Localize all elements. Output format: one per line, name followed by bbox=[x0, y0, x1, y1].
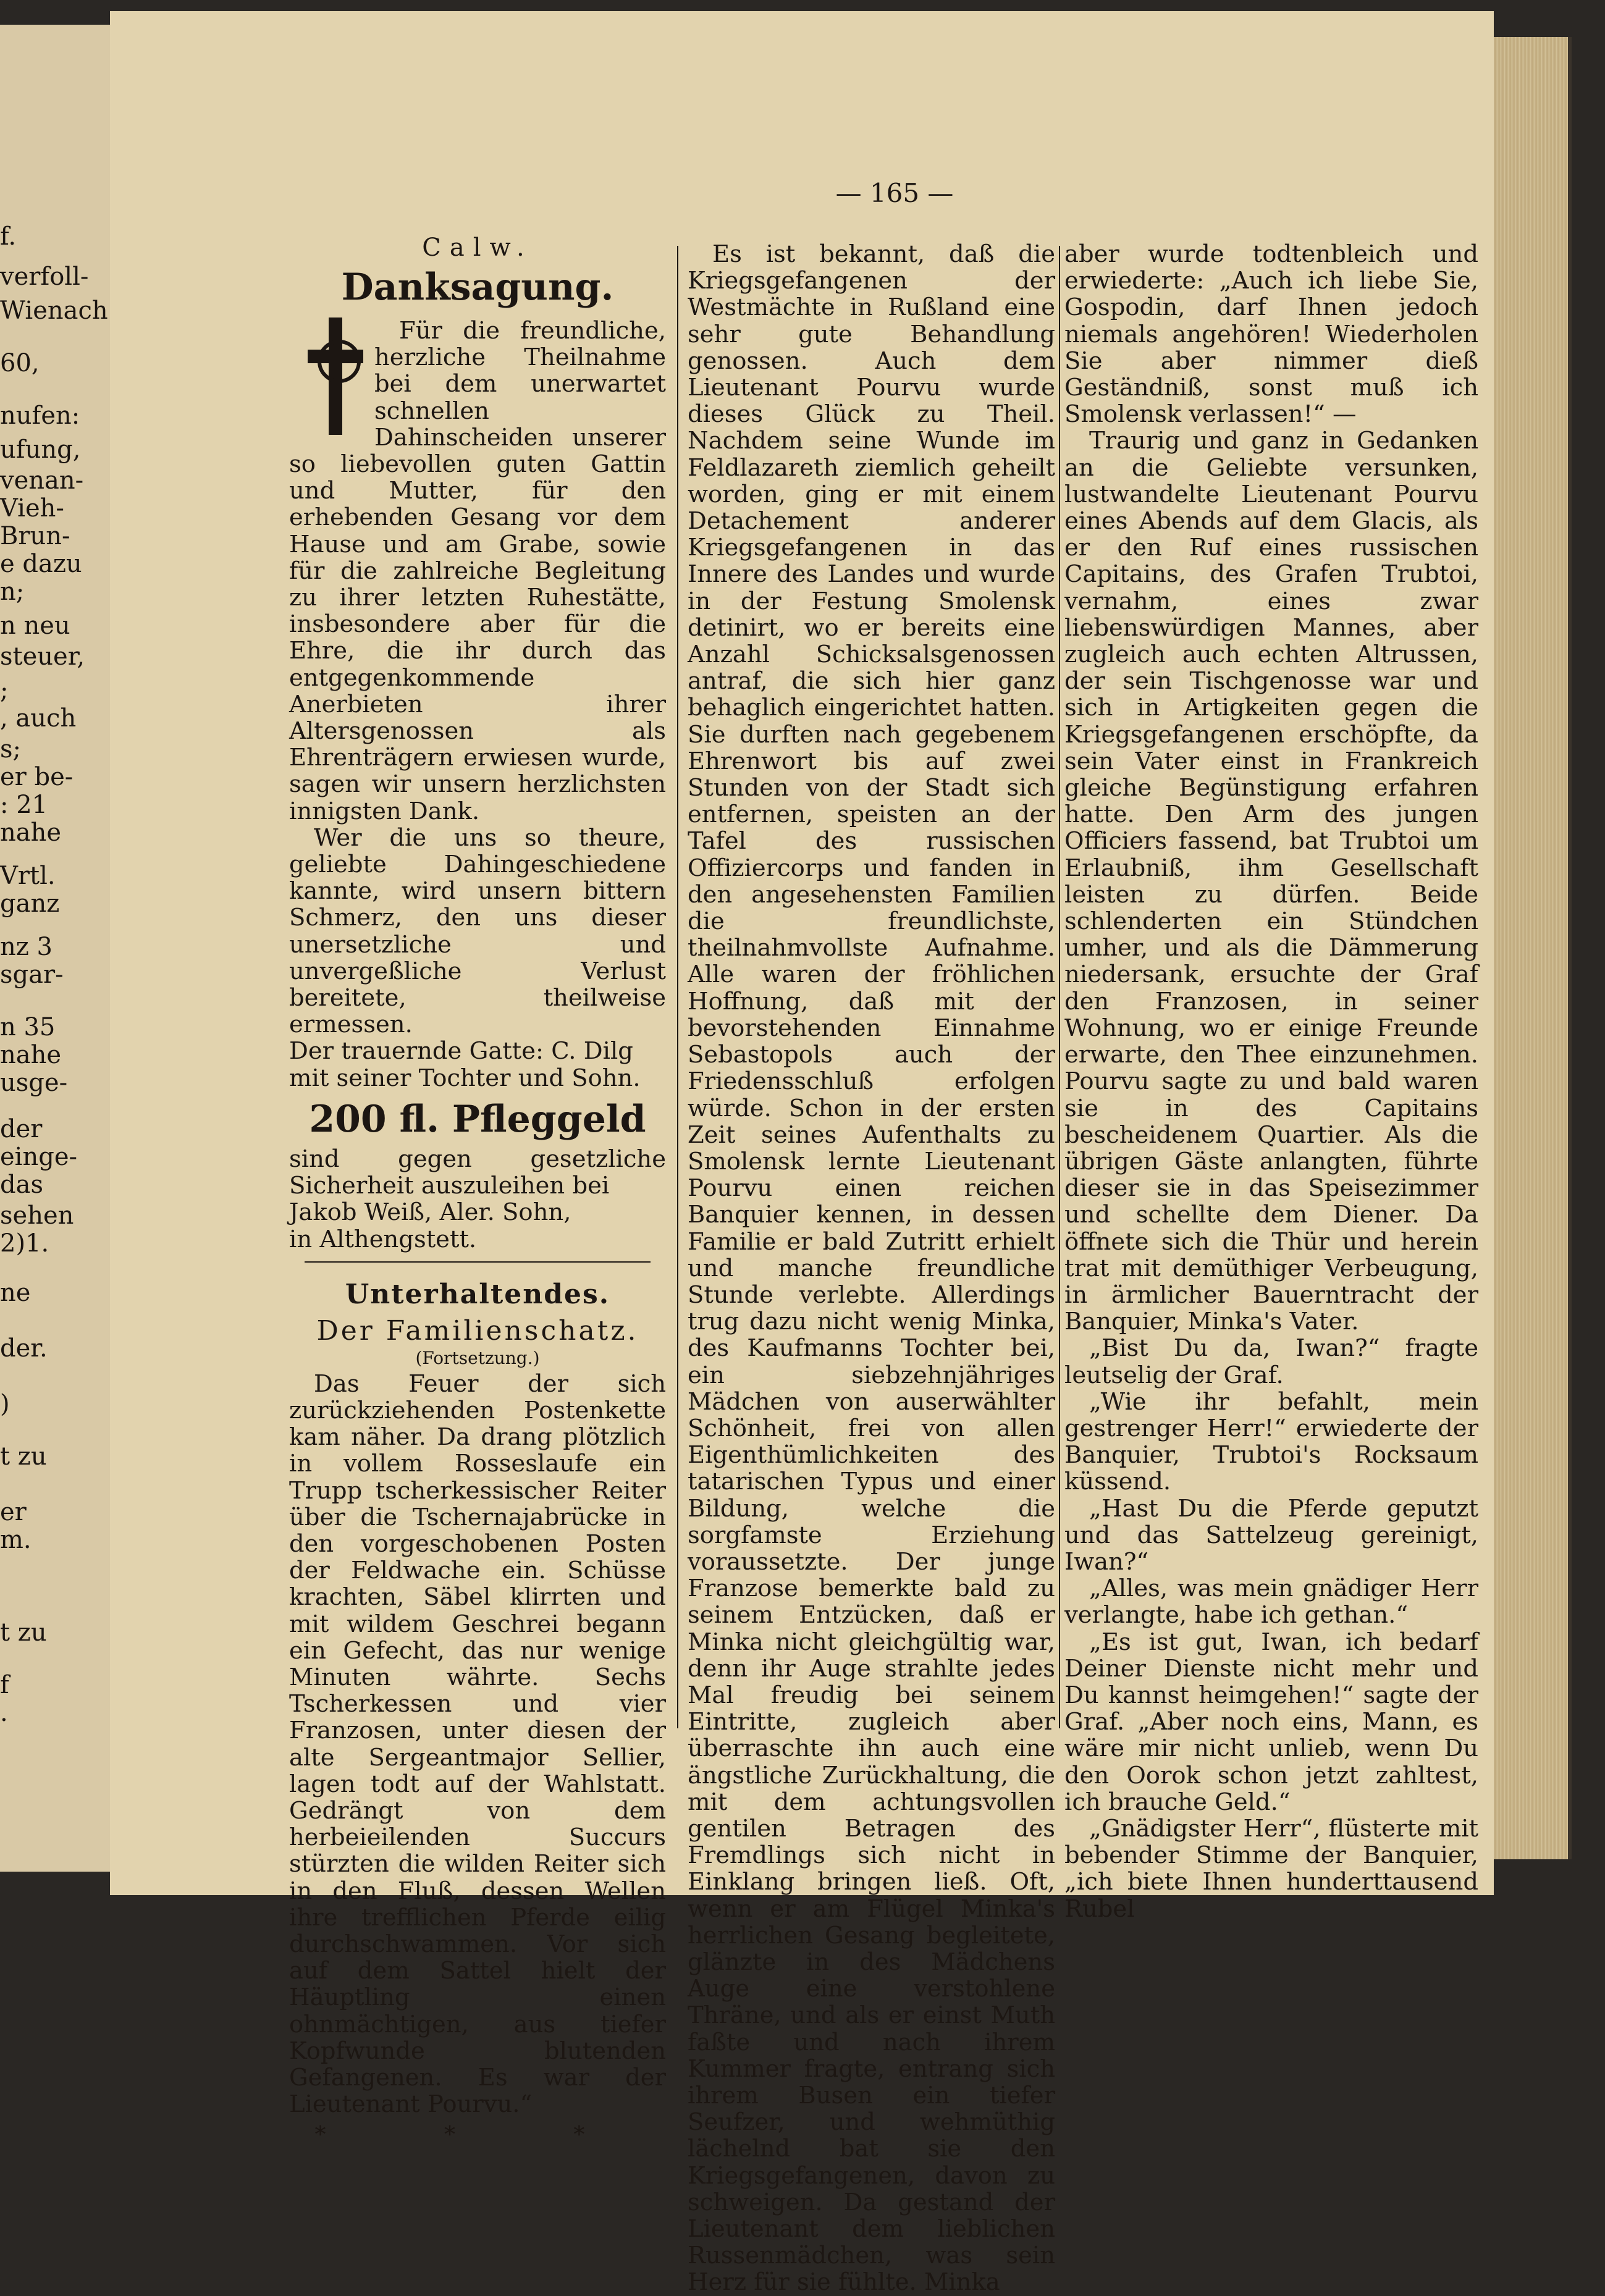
story-paragraph: „Gnädigster Herr“, flüsterte mit bebender Stimme der Banquier, „ich biete Ihnen hunderttausend Rubel bbox=[1064, 1814, 1478, 1923]
column-divider bbox=[677, 246, 678, 1728]
left-page-fragment: n; bbox=[0, 578, 25, 606]
notice-place: Calw. bbox=[422, 233, 533, 262]
page-number: — 165 — bbox=[835, 178, 954, 208]
left-page-fragment: er bbox=[0, 1498, 27, 1526]
divider bbox=[305, 1261, 651, 1263]
left-page-fragment: Vrtl. bbox=[0, 862, 56, 890]
notice-heading: Danksagung. bbox=[341, 266, 614, 309]
left-page-fragment: , auch bbox=[0, 704, 77, 733]
story-paragraph: Es ist bekannt, daß die Kriegsgefangenen der Westmächte in Rußland eine sehr gute Behandlung genossen. Auch dem Lieutenant Pourvu wurde dieses Glück zu Theil. Nachdem seine Wunde im Feldlazareth ziemlich geheilt worden, ging er mit einem Detachement anderer Kriegsgefangenen in das Innere des Landes und wurde in der Festung Smolensk detinirt, wo er bereits eine Anzahl Schicksalsgenossen antraf, die sich hier ganz behaglich eingerichtet hatten. Sie durften nach gegebenem Ehrenwort bis auf zwei Stunden von der Stadt sich entfernen, speisten an der Tafel des russischen Offiziercorps und fanden in den angesehensten Familien die freundlichste, theilnahmvollste Aufnahme. Alle waren der fröhlichen Hoffnung, daß mit der bevorstehenden Einnahme Sebastopols auch der Friedensschluß erfolgen würde. Schon in der ersten Zeit seines Aufenthalts zu Smolensk lernte Lieutenant Pourvu einen reichen Banquier kennen, in dessen Familie er bald Zutritt erhielt und manche freundliche Stunde verlebte. Allerdings trug dazu nicht wenig Minka, des Kaufmanns Tochter bei, ein siebzehnjähriges Mädchen von auserwählter Schönheit, frei von allen Eigenthümlichkeiten des tatarischen Typus und einer Bildung, welche die sorgfamste Erziehung voraussetzte. Der junge Franzose bemerkte bald zu seinem Entzücken, daß er Minka nicht gleichgültig war, denn ihr Auge strahlte jedes Mal freudig bei seinem Eintritte, zugleich aber überraschte ihn auch eine ängstliche Zurückhaltung, die mit dem achtungsvollen gentilen Betragen des Fremdlings sich nicht in Einklang bringen ließ. Oft, wenn er am Flügel Minka's herrlichen Gesang begleitete, glänzte in des Mädchens Auge eine verstohlene Thräne, und als er einst Muth faßte und nach ihrem Kummer fragte, entrang sich ihrem Busen ein tiefer Seufzer, und wehmüthig lächelnd bat sie den Kriegsgefangenen, davon zu schweigen. Da gestand der Lieutenant dem lieblichen Russenmädchen, was sein Herz für sie fühlte. Minka bbox=[688, 240, 1055, 2296]
left-page-fragment: s; bbox=[0, 735, 22, 763]
left-page-fragment: f bbox=[0, 1671, 9, 1699]
left-page-fragment: Wienach bbox=[0, 296, 108, 325]
ad-signature: Jakob Weiß, Aler. Sohn, bbox=[289, 1198, 571, 1227]
left-page-fragment: ; bbox=[0, 676, 9, 705]
left-page-fragment: einge- bbox=[0, 1143, 78, 1171]
left-page-fragment: e dazu bbox=[0, 550, 82, 578]
left-page-margin bbox=[0, 25, 112, 1872]
notice-paragraph: Wer die uns so theure, geliebte Dahingeschiedene kannte, wird unsern bittern Schmerz, den uns dieser unersetzliche und unvergeßliche Verlust bereitete, theilweise ermessen. bbox=[289, 823, 666, 1039]
left-page-fragment: verfoll- bbox=[0, 263, 89, 291]
left-page-fragment: : 21 bbox=[0, 791, 48, 819]
story-paragraph: Traurig und ganz in Gedanken an die Geliebte versunken, lustwandelte Lieutenant Pourvu eines Abends auf dem Glacis, als er den Ruf eines russischen Capitains, des Grafen Trubtoi, vernahm, eines zwar liebenswürdigen Mannes, aber zugleich auch echten Altrussen, der sein Tischgenosse war und sich in Artigkeiten gegen die Kriegsgefangenen erschöpfte, da sein Vater einst in Frankreich gleiche Begünstigung erfahren hatte. Den Arm des jungen Officiers fassend, bat Trubtoi um Erlaubniß, ihm Gesellschaft leisten zu dürfen. Beide schlenderten ein Stündchen umher, und als die Dämmerung niedersank, ersuchte der Graf den Franzosen, in seiner Wohnung, wo er einige Freunde erwarte, den Thee einzunehmen. Pourvu sagte zu und bald waren sie in des Capitains bescheidenem Quartier. Als die übrigen Gäste anlangten, führte dieser sie in das Speisezimmer und schellte dem Diener. Da öffnete sich die Thür und herein trat mit demüthiger Verbeugung, in ärmlicher Bauerntracht der Banquier, Minka's Vater. bbox=[1064, 427, 1478, 1336]
ad-heading: 200 fl. Pfleggeld bbox=[309, 1097, 646, 1141]
left-page-fragment: t zu bbox=[0, 1618, 47, 1647]
left-page-fragment: das bbox=[0, 1171, 43, 1199]
column-middle bbox=[688, 241, 1055, 2296]
left-page-fragment: n 35 bbox=[0, 1013, 56, 1041]
left-page-fragment: n neu bbox=[0, 612, 70, 640]
left-page-fragment: m. bbox=[0, 1526, 32, 1554]
newspaper-page bbox=[110, 11, 1494, 2296]
notice-signature: mit seiner Tochter und Sohn. bbox=[289, 1064, 641, 1092]
column-right bbox=[1064, 241, 1478, 1922]
section-stars: * * * bbox=[314, 2122, 641, 2148]
left-page-fragment: er be- bbox=[0, 763, 74, 791]
left-page-fragment: ufung, bbox=[0, 435, 81, 464]
ad-signature: in Althengstett. bbox=[289, 1225, 477, 1253]
ad-text: sind gegen gesetzliche Sicherheit auszuleihen bei bbox=[289, 1145, 666, 1200]
left-page-fragment: nahe bbox=[0, 1041, 62, 1069]
left-page-fragment: ne bbox=[0, 1279, 31, 1307]
section-heading: Unterhaltendes. bbox=[345, 1278, 610, 1310]
left-page-fragment: f. bbox=[0, 222, 17, 251]
book-page-edges bbox=[1494, 37, 1572, 1859]
left-page-fragment: sgar- bbox=[0, 961, 64, 989]
left-page-fragment: 60, bbox=[0, 349, 40, 377]
notice-paragraph: Für die freundliche, herzliche Theilnahme bei dem unerwartet schnellen Dahinscheiden unserer so liebevollen guten Gattin und Mutter, für den erhebenden Gesang vor dem Hause und am Grabe, sowie für die zahlreiche Begleitung zu ihrer letzten Ruhestätte, insbesondere aber für die Ehre, die ihr durch das entgegenkommende Anerbieten ihrer Altersgenossen als Ehrenträgern erwiesen wurde, sagen wir unsern herzlichsten innigsten Dank. bbox=[289, 317, 666, 825]
left-page-fragment: t zu bbox=[0, 1442, 47, 1471]
left-page-fragment: Brun- bbox=[0, 522, 70, 550]
left-page-fragment: 2)1. bbox=[0, 1229, 49, 1258]
left-page-fragment: . bbox=[0, 1699, 8, 1727]
story-paragraph: „Es ist gut, Iwan, ich bedarf Deiner Dienste nicht mehr und Du kannst heimgehen!“ sagte der Graf. „Aber noch eins, Mann, es wäre mir nicht unlieb, wenn Du den Oorok schon jetzt zahltest, ich brauche Geld.“ bbox=[1064, 1628, 1478, 1816]
story-paragraph: „Bist Du da, Iwan?“ fragte leutselig der Graf. bbox=[1064, 1334, 1478, 1389]
left-page-fragment: ) bbox=[0, 1390, 10, 1418]
column-left bbox=[289, 233, 666, 2148]
left-page-fragment: ganz bbox=[0, 889, 60, 918]
story-paragraph: „Hast Du die Pferde geputzt und das Sattelzeug gereinigt, Iwan?“ bbox=[1064, 1494, 1478, 1576]
left-page-fragment: venan- bbox=[0, 466, 84, 495]
left-page-fragment: der bbox=[0, 1115, 43, 1143]
left-page-fragment: Vieh- bbox=[0, 494, 64, 523]
story-paragraph: Das Feuer der sich zurückziehenden Postenkette kam näher. Da drang plötzlich in vollem Rossеslaufe ein Trupp tscherkessischer Reiter über die Tschernajabrücke in den vorgeschobenen Posten der Feldwache ein. Schüsse krachten, Säbel klirrten und mit wildem Geschrei begann ein Gefecht, das nur wenige Minuten währte. Sechs Tscherkessen und vier Franzosen, unter diesen der alte Sergeantmajor Sellier, lagen todt auf der Wahlstatt. Gedrängt von dem herbeieilenden Succurs stürzten die wilden Reiter sich in den Fluß, dessen Wellen ihre trefflichen Pferde eilig durchschwammen. Vor sich auf dem Sattel hielt der Häuptling einen ohnmächtigen, aus tiefer Kopfwunde blutenden Gefangenen. Es war der Lieutenant Pourvu.“ bbox=[289, 1369, 666, 2119]
column-divider bbox=[1059, 246, 1060, 1728]
left-page-fragment: der. bbox=[0, 1334, 48, 1363]
story-paragraph: „Wie ihr befahlt, mein gestrenger Herr!“ erwiederte der Banquier, Trubtoi's Rocksaum küssend. bbox=[1064, 1387, 1478, 1496]
left-page-fragment: usge- bbox=[0, 1069, 68, 1097]
story-paragraph: „Alles, was mein gnädiger Herr verlangte, habe ich gethan.“ bbox=[1064, 1575, 1478, 1629]
cross-icon bbox=[308, 317, 363, 435]
left-page-fragment: steuer, bbox=[0, 642, 85, 671]
left-page-fragment: nz 3 bbox=[0, 933, 53, 961]
continued-note: (Fortsetzung.) bbox=[415, 1347, 540, 1368]
story-title: Der Familienschatz. bbox=[316, 1314, 639, 1347]
notice-signature: Der trauernde Gatte: C. Dilg bbox=[289, 1037, 633, 1066]
story-paragraph: aber wurde todtenbleich und erwiederte: „Auch ich liebe Sie, Gospodin, darf Ihnen jedoch niemals angehören! Wiederholen Sie aber nimmer dieß Geständniß, sonst muß ich Smolensk verlassen!“ — bbox=[1064, 240, 1478, 429]
left-page-fragment: nufen: bbox=[0, 402, 80, 430]
left-page-fragment: nahe bbox=[0, 818, 62, 847]
left-page-fragment: sehen bbox=[0, 1201, 74, 1230]
